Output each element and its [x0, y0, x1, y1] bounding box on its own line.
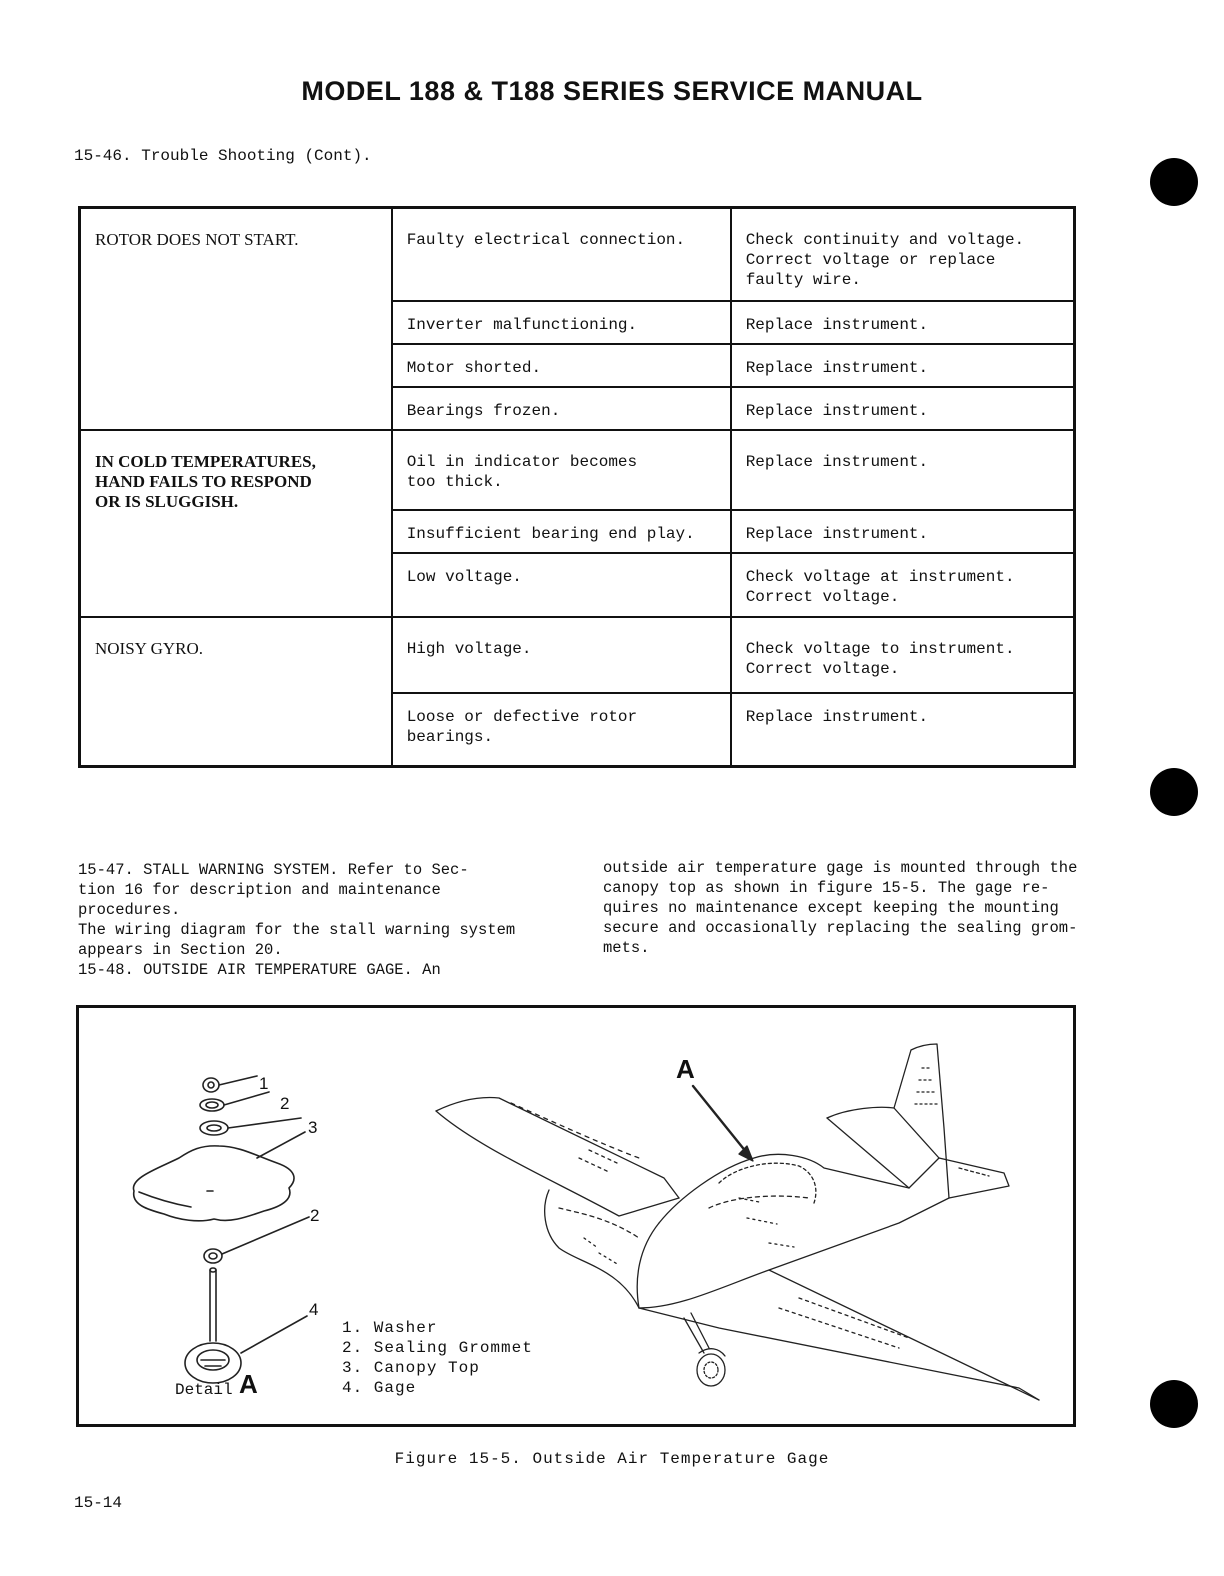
cause-cell: Loose or defective rotor bearings. [392, 693, 731, 767]
callout-2: 2 [280, 1094, 290, 1113]
cause-cell: Insufficient bearing end play. [392, 510, 731, 553]
detail-label: Detail [175, 1381, 233, 1399]
trouble-cell: NOISY GYRO. [80, 617, 392, 767]
remedy-cell: Replace instrument. [731, 301, 1075, 344]
trouble-cell: IN COLD TEMPERATURES, HAND FAILS TO RESPOND OR IS SLUGGISH. [80, 430, 392, 617]
remedy-cell: Replace instrument. [731, 430, 1075, 510]
cause-cell: Low voltage. [392, 553, 731, 617]
table-row [80, 617, 1075, 693]
figure-illustration [79, 1008, 1073, 1424]
remedy-cell: Replace instrument. [731, 510, 1075, 553]
legend-item: 1. Washer [342, 1319, 438, 1337]
cause-cell: Motor shorted. [392, 344, 731, 387]
callout-1: 1 [259, 1074, 269, 1093]
remedy-cell: Replace instrument. [731, 387, 1075, 430]
callout-4: 4 [309, 1300, 319, 1319]
paragraph-stall-warning: 15-47. STALL WARNING SYSTEM. Refer to Sec- tion 16 for description and maintenance procedures. The wiring diagram for the stall warning system appears in Section 20. [78, 861, 516, 959]
binder-hole-bottom [1150, 1380, 1198, 1428]
cause-cell: Oil in indicator becomes too thick. [392, 430, 731, 510]
detail-a-exploded-view [133, 1076, 309, 1383]
legend-item: 4. Gage [342, 1379, 417, 1397]
remedy-cell: Check continuity and voltage. Correct voltage or replace faulty wire. [731, 208, 1075, 301]
table-row [80, 208, 1075, 301]
cause-cell: Faulty electrical connection. [392, 208, 731, 301]
figure-legend [342, 1318, 533, 1398]
callout-2-lower: 2 [310, 1206, 320, 1225]
cause-cell: Inverter malfunctioning. [392, 301, 731, 344]
binder-hole-middle [1150, 768, 1198, 816]
binder-hole-top [1150, 158, 1198, 206]
remedy-cell: Check voltage to instrument. Correct voltage. [731, 617, 1075, 693]
table-row [80, 430, 1075, 510]
page-title: MODEL 188 & T188 SERIES SERVICE MANUAL [301, 76, 923, 106]
paragraph-oat-gage-start: 15-48. OUTSIDE AIR TEMPERATURE GAGE. An [78, 961, 441, 979]
figure-caption: Figure 15-5. Outside Air Temperature Gage [394, 1450, 830, 1468]
detail-letter: A [239, 1369, 258, 1399]
cause-cell: Bearings frozen. [392, 387, 731, 430]
figure-frame [76, 1005, 1076, 1427]
view-a-label: A [676, 1054, 695, 1084]
troubleshooting-table [78, 206, 1076, 768]
remedy-cell: Replace instrument. [731, 693, 1075, 767]
callout-3: 3 [308, 1118, 318, 1137]
remedy-cell: Check voltage at instrument. Correct voltage. [731, 553, 1075, 617]
page-number: 15-14 [74, 1494, 123, 1512]
paragraph-oat-gage-cont: outside air temperature gage is mounted through the canopy top as shown in figure 15-5. The gage re- quires no maintenance except keeping the mounting secure and occasionally replacing the sealing grom- mets. [603, 859, 1078, 957]
legend-item: 2. Sealing Grommet [342, 1339, 533, 1357]
legend-item: 3. Canopy Top [342, 1359, 480, 1377]
remedy-cell: Replace instrument. [731, 344, 1075, 387]
cause-cell: High voltage. [392, 617, 731, 693]
trouble-cell: ROTOR DOES NOT START. [80, 208, 392, 430]
section-heading: 15-46. Trouble Shooting (Cont). [74, 147, 372, 165]
